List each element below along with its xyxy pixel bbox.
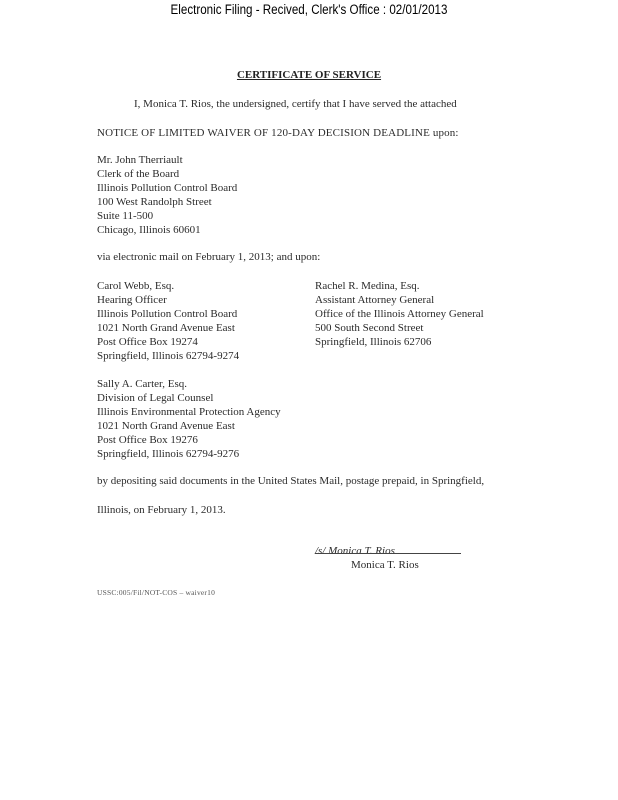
medina-address-block xyxy=(315,279,484,349)
address-line: Division of Legal Counsel xyxy=(97,392,214,404)
address-line: Assistant Attorney General xyxy=(315,294,435,306)
address-line: Rachel R. Medina, Esq. xyxy=(315,280,420,292)
address-line: Chicago, Illinois 60601 xyxy=(97,224,201,236)
address-line: Sally A. Carter, Esq. xyxy=(97,378,187,390)
electronic-signature: /s/ Monica T. Rios xyxy=(315,545,395,557)
address-line: Illinois Environmental Protection Agency xyxy=(97,406,281,418)
intro-line-1: I, Monica T. Rios, the undersigned, certify that I have served the attached xyxy=(134,98,457,110)
address-line: Hearing Officer xyxy=(97,294,167,306)
mail-statement: by depositing said documents in the United States Mail, postage prepaid, in Springfield, xyxy=(97,475,485,487)
address-line: 1021 North Grand Avenue East xyxy=(97,322,235,334)
address-line: 1021 North Grand Avenue East xyxy=(97,420,235,432)
printed-name: Monica T. Rios xyxy=(351,559,419,571)
clerk-address-block xyxy=(97,153,237,237)
webb-address-block xyxy=(97,279,239,363)
carter-address-block xyxy=(97,377,281,461)
address-line: 100 West Randolph Street xyxy=(97,196,212,208)
address-line: Springfield, Illinois 62794-9276 xyxy=(97,448,240,460)
address-line: Illinois Pollution Control Board xyxy=(97,182,238,194)
address-line: Clerk of the Board xyxy=(97,168,180,180)
document-code: USSC:005/Fil/NOT-COS – waiver10 xyxy=(97,588,216,597)
address-line: Post Office Box 19276 xyxy=(97,434,198,446)
address-line: Carol Webb, Esq. xyxy=(97,280,175,292)
filing-stamp: Electronic Filing - Recived, Clerk's Office : 02/01/2013 xyxy=(170,2,448,17)
address-line: Springfield, Illinois 62706 xyxy=(315,336,432,348)
page-title: CERTIFICATE OF SERVICE xyxy=(236,69,382,81)
date-line: Illinois, on February 1, 2013. xyxy=(97,504,226,516)
address-line: Springfield, Illinois 62794-9274 xyxy=(97,350,240,362)
intro-line-2: NOTICE OF LIMITED WAIVER OF 120-DAY DECISION DEADLINE upon: xyxy=(97,127,459,139)
address-line: 500 South Second Street xyxy=(315,322,424,334)
address-line: Office of the Illinois Attorney General xyxy=(315,308,484,320)
signature-underline xyxy=(315,553,461,554)
address-line: Post Office Box 19274 xyxy=(97,336,198,348)
via-email-line: via electronic mail on February 1, 2013; and upon: xyxy=(97,251,321,263)
address-line: Suite 11-500 xyxy=(97,210,154,222)
address-line: Mr. John Therriault xyxy=(97,154,183,166)
address-line: Illinois Pollution Control Board xyxy=(97,308,238,320)
